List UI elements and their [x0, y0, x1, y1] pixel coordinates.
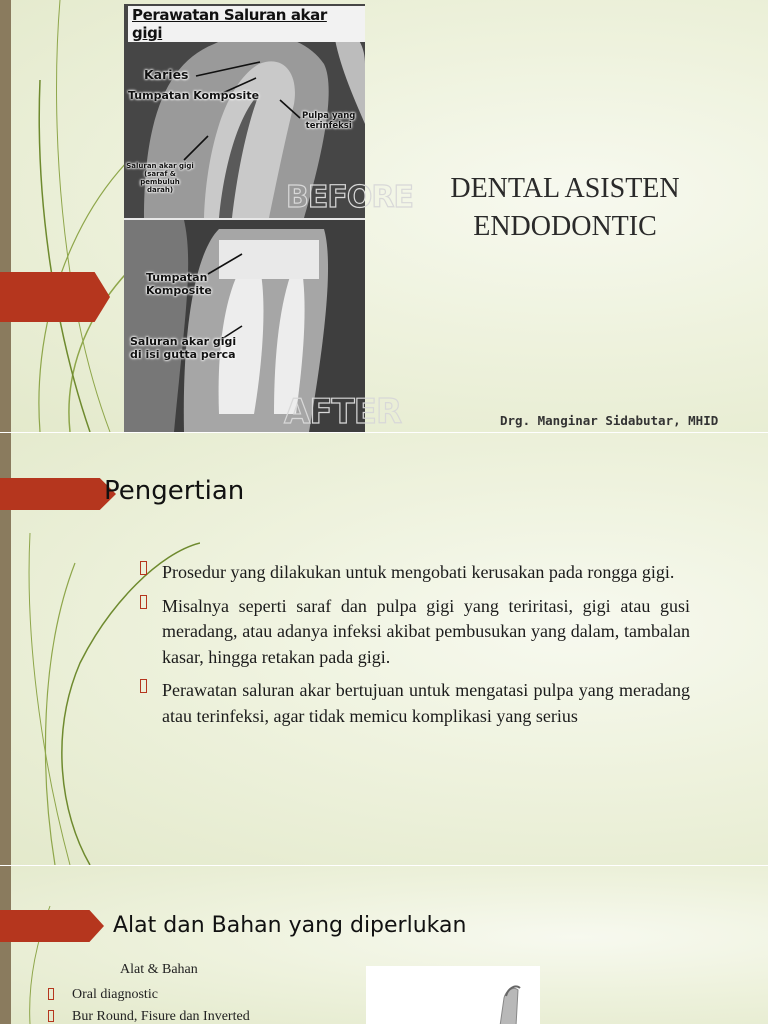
bullet-item	[138, 678, 690, 729]
label-tumpatan-komposite: Tumpatan Komposite	[128, 89, 260, 102]
accent-arrow-tab	[0, 478, 116, 510]
author-name: Drg. Manginar Sidabutar, MHID	[500, 413, 719, 428]
label-karies: Karies	[144, 67, 189, 82]
section-heading: Pengertian	[104, 476, 245, 506]
label-tumpatan-line2: Komposite	[146, 283, 212, 297]
xray-title: Perawatan Saluran akar gigi	[128, 6, 365, 42]
label-tumpatan-line1: Tumpatan	[146, 271, 208, 284]
handpiece-drawing	[366, 966, 540, 1024]
label-saluran-line1: Saluran akar gigi	[126, 162, 194, 170]
label-gutta-line2: di isi gutta perca	[130, 347, 236, 361]
title-line2: ENDODONTIC	[473, 211, 657, 242]
label-gutta-perca	[130, 336, 236, 361]
label-saluran-line3: pembuluh	[140, 178, 180, 187]
bullet-list	[138, 560, 690, 737]
section-heading: Alat dan Bahan yang diperlukan	[113, 913, 467, 938]
accent-arrow-tab	[0, 910, 104, 942]
root-canal-xray-image	[124, 4, 413, 432]
sub-heading: Alat & Bahan	[120, 962, 198, 977]
list-item-text: Oral diagnostic	[72, 987, 158, 1002]
list-item	[48, 986, 250, 1008]
slide-alat-bahan	[0, 866, 768, 1024]
bullet-marker	[140, 561, 147, 575]
label-saluran-line4: darah)	[146, 186, 174, 195]
label-gutta-line1: Saluran akar gigi	[130, 335, 237, 348]
label-pulpa-terinfeksi	[302, 112, 355, 132]
title-line1: DENTAL ASISTEN	[450, 173, 680, 204]
label-saluran-akar	[126, 162, 194, 194]
slide-pengertian	[0, 433, 768, 865]
accent-arrow-tab	[0, 272, 110, 322]
label-pulpa-line1: Pulpa yang	[302, 111, 356, 121]
slide-title	[0, 0, 768, 432]
label-tumpatan	[146, 272, 212, 297]
bullet-text: Prosedur yang dilakukan untuk mengobati kerusakan pada rongga gigi.	[162, 562, 675, 582]
bullet-marker	[140, 679, 147, 693]
bullet-text: Perawatan saluran akar bertujuan untuk mengatasi pulpa yang meradang atau terinfeksi, agar tidak memicu komplikasi yang serius	[162, 680, 690, 726]
bullet-marker	[48, 988, 54, 1000]
bullet-item	[138, 560, 690, 586]
dental-handpiece-image	[366, 966, 540, 1024]
stamp-after: AFTER	[284, 392, 402, 432]
list-item	[48, 1008, 250, 1024]
bullet-text: Misalnya seperti saraf dan pulpa gigi yang teriritasi, gigi atau gusi meradang, atau adanya infeksi akibat pembusukan yang dalam, tambalan kasar, hingga retakan pada gigi.	[162, 595, 690, 667]
bullet-item	[138, 594, 690, 671]
tools-list	[48, 986, 250, 1024]
label-pulpa-line2: terinfeksi	[305, 120, 352, 131]
bullet-marker	[140, 595, 147, 609]
stamp-before: BEFORE	[286, 180, 413, 215]
slide-title-text	[400, 170, 730, 246]
label-saluran-line2: (saraf &	[144, 170, 176, 179]
list-item-text: Bur Round, Fisure dan Inverted	[72, 1009, 250, 1024]
bullet-marker	[48, 1010, 54, 1022]
